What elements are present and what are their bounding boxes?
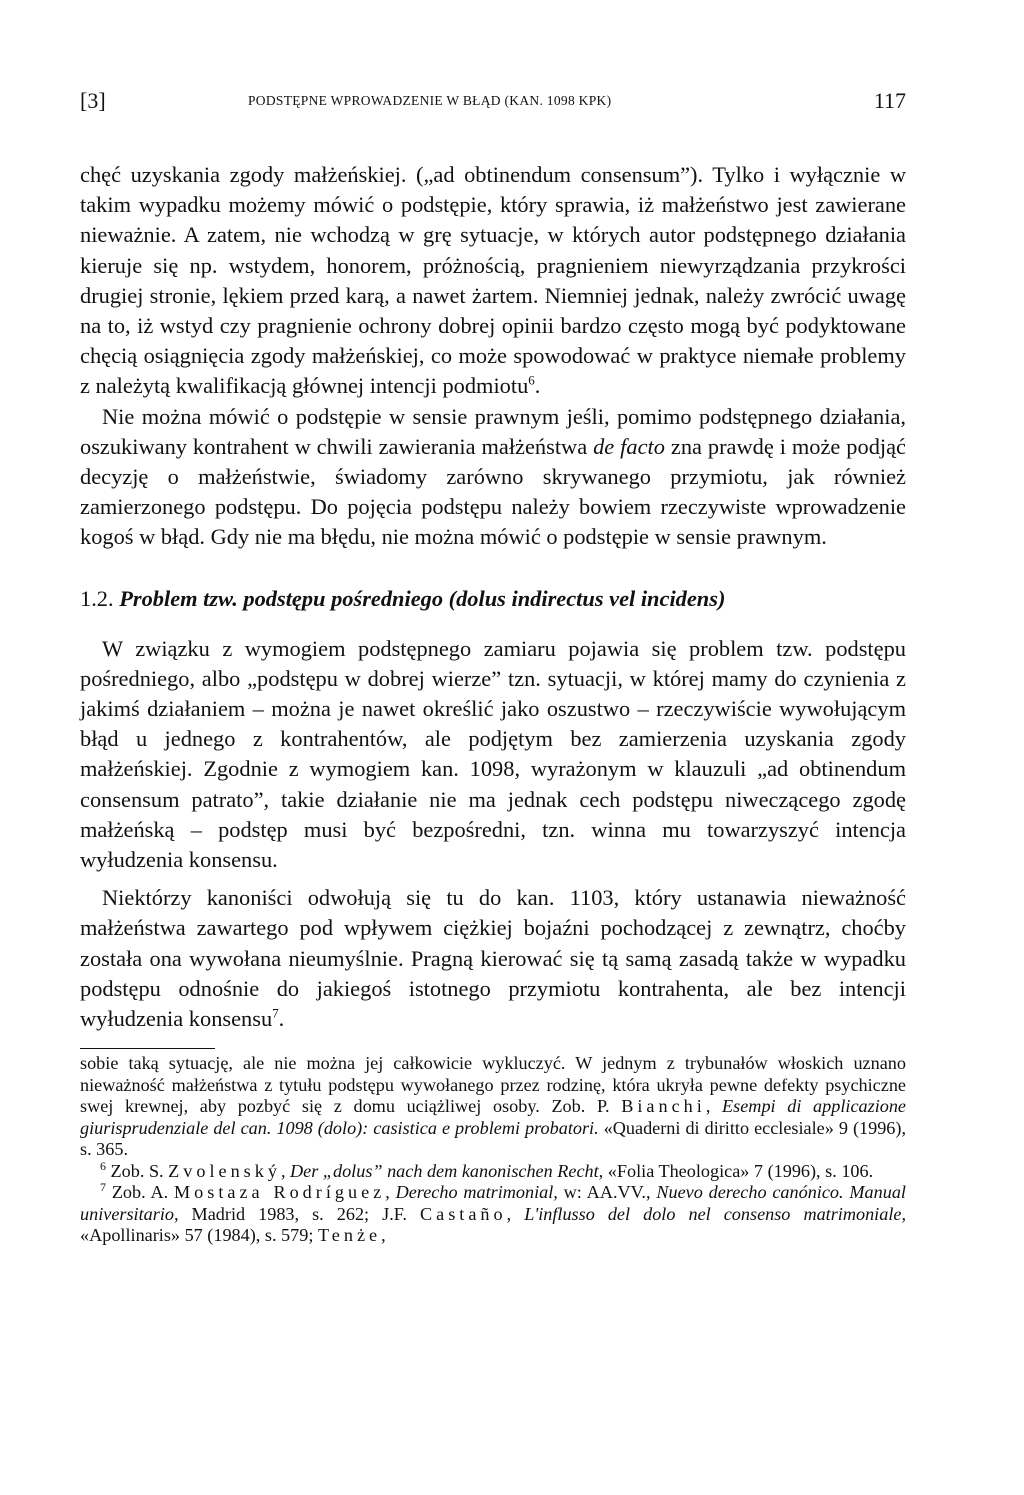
footnote-7-author-1: Mostaza Rodríguez <box>174 1182 386 1203</box>
footnote-6-text-c: «Folia Theologica» 7 (1996), s. 106. <box>603 1160 874 1181</box>
footnote-cont-italic: Esempi di applicazione giurisprudenziale del can. 1098 (dolo): casistica e problemi probatori. <box>80 1096 907 1138</box>
footnote-6 <box>80 1158 906 1183</box>
paragraph-2 <box>80 402 906 553</box>
paragraph-4 <box>80 883 906 1034</box>
section-number: [3] <box>80 88 106 113</box>
paragraph-1-text: chęć uzyskania zgody małżeńskiej. („ad obtinendum consensum”). Tylko i wyłącznie w takim wypadku możemy mówić o podstępie, który sprawia, iż małżeństwo jest zawierane nieważnie. A zatem, nie wchodzą w grę sytuacje, w których autor podstępnego działania kieruje się np. wstydem, honorem, próżnością, pragnieniem niewyrządzania przykrości drugiej stronie, lękiem przed karą, a nawet żartem. Niemniej jednak, należy zwrócić uwagę na to, iż wstyd czy pragnienie ochrony dobrej opinii bardzo często mogą być podyktowane chęcią osiągnięcia zgody małżeńskiej, co może spowodować w praktyce niemałe problemy z należytą kwalifikacją głównej intencji podmiotu <box>80 162 906 399</box>
footnote-7-text-d: Madrid 1983, s. 262; J.F. <box>178 1203 420 1224</box>
footnote-7-text-b: , <box>385 1182 396 1203</box>
section-heading-number: 1.2. <box>80 585 114 611</box>
paragraph-2-italic: de facto <box>593 433 665 459</box>
footnote-7-italic-2: Nuevo derecho canónico. Manual universitario, <box>80 1182 906 1224</box>
main-text <box>80 160 906 1247</box>
footnote-6-author: Zvolenský <box>168 1160 281 1181</box>
footnote-ref-6: 6 <box>528 372 535 388</box>
footnote-divider <box>80 1048 215 1049</box>
footnote-7-text-g: , <box>381 1225 386 1246</box>
footnote-7 <box>80 1182 906 1247</box>
section-heading-title: Problem tzw. podstępu pośredniego (dolus indirectus vel incidens) <box>119 585 726 611</box>
footnote-7-text-a: Zob. A. <box>106 1182 175 1203</box>
footnote-7-italic-1: Derecho matrimonial, <box>395 1182 558 1203</box>
footnote-6-text-a: Zob. S. <box>106 1160 169 1181</box>
footnote-7-author-3: Tenże <box>317 1225 382 1246</box>
paragraph-2-text-a: Nie można mówić o podstępie w sensie prawnym jeśli, pomimo podstępnego działania, oszukiwany kontrahent w chwili zawierania małżeństwa <box>80 403 906 459</box>
paragraph-3 <box>80 634 906 876</box>
paragraph-3-text: W związku z wymogiem podstępnego zamiaru pojawia się problem tzw. podstępu pośredniego, albo „podstępu w dobrej wierze” tzn. sytuacji, w której mamy do czynienia z jakimś działaniem – można je nawet określić jako oszustwo – rzeczywiście wywołującym błąd u jednego z kontrahentów, ale podjętym bez zamierzenia uzyskania zgody małżeńskiej. Zgodnie z wymogiem kan. 1098, wyrażonym w klauzuli „ad obtinendum consensum patrato”, takie działanie nie ma jednak cech podstępu niweczącego zgodę małżeńską – podstęp musi być bezpośredni, tzn. winna mu towarzyszyć intencja wyłudzenia konsensu. <box>80 635 906 873</box>
running-title: PODSTĘPNE WPROWADZENIE W BŁĄD (KAN. 1098 KPK) <box>248 93 612 108</box>
footnote-7-mark: 7 <box>100 1180 106 1195</box>
footnote-6-mark: 6 <box>100 1158 106 1173</box>
paragraph-1 <box>80 160 906 402</box>
paragraph-2-text-b: zna prawdę i może podjąć decyzję o małżeństwie, świadomy zarówno skrywanego przymiotu, jak również zamierzonego podstępu. Do pojęcia podstępu należy bowiem rzeczywiste wprowadzenie kogoś w błąd. Gdy nie ma błędu, nie można mówić o podstępie w sensie prawnym. <box>80 433 906 550</box>
footnote-continued <box>80 1053 906 1161</box>
footnote-7-author-2: Castaño <box>420 1203 507 1224</box>
footnote-cont-text-a: sobie taką sytuację, ale nie można jej całkowicie wykluczyć. W jednym z trybunałów włoskich uznano nieważność małżeństwa z tytułu podstępu wywołanego przez rodzinę, która ukryła pewne defekty psychiczne swej krewnej, aby pozbyć się z domu uciążliwej osoby. Zob. P. <box>80 1053 906 1117</box>
running-header <box>80 88 906 118</box>
footnote-7-italic-3: L'influsso del dolo nel consenso matrimoniale, <box>524 1203 906 1224</box>
footnote-6-italic: Der „dolus” nach dem kanonischen Recht, <box>290 1160 604 1181</box>
footnote-7-text-f: «Apollinaris» 57 (1984), s. 579; <box>80 1225 318 1246</box>
footnote-cont-author: Bianchi <box>621 1096 706 1117</box>
paragraph-4-text: Niektórzy kanoniści odwołują się tu do kan. 1103, który ustanawia nieważność małżeństwa zawartego pod wpływem ciężkiej bojaźni pochodzącej z zewnątrz, choćby została ona wywołana nieumyślnie. Pragną kierować się tą samą zasadą także w wypadku podstępu odnośnie do jakiegoś istotnego przymiotu kontrahenta, ale bez intencji wyłudzenia konsensu <box>80 885 906 1032</box>
footnote-6-text-b: , <box>280 1160 291 1181</box>
footnote-7-text-e: , <box>506 1203 525 1224</box>
paragraph-4-end: . <box>278 1006 285 1032</box>
section-heading <box>80 584 906 614</box>
footnote-7-text-c: w: AA.VV., <box>557 1182 657 1203</box>
footnote-ref-7: 7 <box>272 1005 279 1021</box>
paragraph-1-end: . <box>534 373 541 399</box>
footnote-cont-text-c: «Quaderni di diritto ecclesiale» 9 (1996), s. 365. <box>80 1117 906 1160</box>
footnote-cont-text-b: , <box>705 1096 723 1117</box>
page-number: 117 <box>873 88 906 113</box>
